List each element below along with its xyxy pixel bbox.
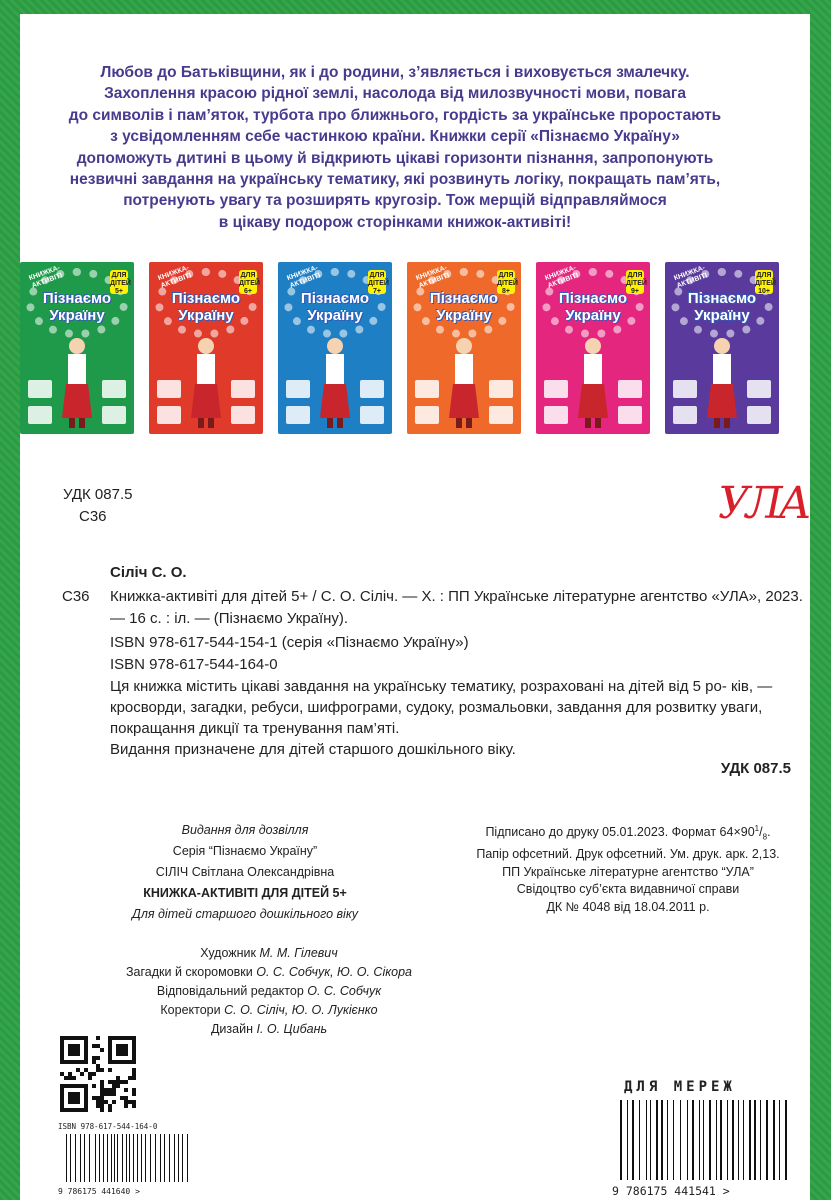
activity-tile	[544, 406, 568, 424]
barcode-bar	[701, 1100, 702, 1180]
barcode-bar	[673, 1100, 674, 1180]
barcode-bar	[738, 1100, 739, 1180]
activity-tile	[102, 406, 126, 424]
cover-age: ДЛЯ ДІТЕЙ 8+	[497, 272, 518, 295]
barcode-bar	[114, 1134, 115, 1182]
activity-tile	[231, 406, 255, 424]
qr-module	[132, 1076, 136, 1080]
qr-module	[88, 1076, 92, 1080]
barcode-bar	[629, 1100, 630, 1180]
barcode-bar	[667, 1100, 668, 1180]
barcode-bar	[650, 1100, 651, 1180]
credit-line	[84, 1001, 454, 1020]
qr-module	[132, 1092, 136, 1096]
barcode-bar	[659, 1100, 660, 1180]
activity-tile	[747, 406, 771, 424]
barcode-bar	[153, 1134, 154, 1182]
credit-name: С. О. Сіліч, Ю. О. Лукієнко	[224, 1003, 378, 1017]
bibliographic-description: Книжка-активіті для дітей 5+ / С. О. Сіліч. — Х. : ПП Українське літературне агентство «УЛА», 2023. — 16 с. : іл. — (Пізнаємо Україну).	[110, 588, 803, 627]
barcode-bar	[760, 1100, 761, 1180]
barcode-bar	[135, 1134, 136, 1182]
barcode-bar	[82, 1134, 83, 1182]
barcode-bar	[164, 1134, 165, 1182]
cover-title-b: Україну	[49, 307, 105, 324]
barcode-bar	[70, 1134, 71, 1182]
intro-line: до символів і пам’яток, турбота про ближнього, гордість за українське проростають	[68, 106, 722, 124]
barcode-bar	[766, 1100, 768, 1180]
intro-line: потренують увагу та розширять кругозір. Тож мерщій відправляймося	[123, 192, 667, 210]
activity-tile	[415, 380, 439, 398]
qr-module	[132, 1104, 136, 1108]
barcode-bar	[670, 1100, 671, 1180]
barcode-bar	[95, 1134, 96, 1182]
barcode-bar	[718, 1100, 719, 1180]
qr-module	[116, 1084, 120, 1088]
qr-module	[112, 1092, 116, 1096]
credit-role: Коректори	[160, 1003, 221, 1017]
activity-tile	[747, 380, 771, 398]
barcode-bar	[117, 1134, 118, 1182]
credits	[84, 944, 454, 1039]
activity-tile	[157, 406, 181, 424]
activity-tile	[673, 380, 697, 398]
barcode-bar	[683, 1100, 685, 1180]
credit-name: І. О. Цибань	[256, 1022, 328, 1036]
for-network-label: ДЛЯ МЕРЕЖ	[624, 1079, 736, 1095]
imprint-series: Серія “Пізнаємо Україну”	[172, 844, 318, 858]
activity-tile	[360, 380, 384, 398]
cover-title	[149, 290, 263, 324]
qr-module	[80, 1072, 84, 1076]
barcode-bar	[172, 1134, 173, 1182]
print-date-end: .	[767, 825, 771, 840]
barcode-digits: 9 786175 441541 >	[612, 1184, 730, 1198]
barcode-bar	[133, 1134, 134, 1182]
barcode-bar	[680, 1100, 681, 1180]
imprint-purpose: Видання для дозвілля	[181, 823, 309, 837]
credit-line	[84, 982, 454, 1001]
barcode-bar	[740, 1100, 741, 1180]
intro-line: Захоплення красою рідної землі, насолода від милозвучності мови, повага	[104, 85, 686, 103]
barcode-bar	[620, 1100, 622, 1180]
credit-role: Дизайн	[210, 1022, 253, 1036]
cover-title-a: Пізнаємо	[558, 290, 628, 307]
qr-module	[96, 1036, 100, 1040]
barcode-bar	[80, 1134, 81, 1182]
barcode-bar	[178, 1134, 179, 1182]
barcode-bar	[97, 1134, 98, 1182]
barcode-bar	[162, 1134, 163, 1182]
credit-name: О. С. Собчук	[307, 984, 382, 998]
imprint-title: КНИЖКА-АКТИВІТІ ДЛЯ ДІТЕЙ 5+	[143, 886, 347, 900]
activity-tile	[157, 380, 181, 398]
intro-line: з усвідомленням себе частинкою країни. Книжки серії «Пізнаємо Україну»	[110, 128, 680, 146]
barcode-bar	[736, 1100, 737, 1180]
barcode-isbn: ISBN 978-617-544-164-0	[58, 1122, 158, 1131]
child-figure	[189, 332, 223, 428]
barcode-bar	[636, 1100, 638, 1180]
credit-line	[84, 1020, 454, 1039]
barcode-bar	[642, 1100, 643, 1180]
paper-info: Папір офсетний. Друк офсетний. Ум. друк. арк. 2,13.	[476, 847, 780, 862]
cover-title-a: Пізнаємо	[687, 290, 757, 307]
activity-tile	[286, 406, 310, 424]
cover-title	[407, 290, 521, 324]
qr-module	[124, 1080, 128, 1084]
cover-age: ДЛЯ ДІТЕЙ 9+	[626, 272, 647, 295]
barcode-bar	[155, 1134, 156, 1182]
barcode-bar	[676, 1100, 677, 1180]
barcode-bar	[176, 1134, 177, 1182]
activity-tile	[673, 406, 697, 424]
barcode-bar	[723, 1100, 724, 1180]
barcode-right	[612, 1098, 794, 1198]
activity-tile	[544, 380, 568, 398]
barcode-bar	[624, 1100, 625, 1180]
cover-age: ДЛЯ ДІТЕЙ 5+	[110, 272, 131, 295]
barcode-bar	[101, 1134, 102, 1182]
barcode-bar	[157, 1134, 158, 1182]
isbn-series: ISBN 978-617-544-154-1 (серія «Пізнаємо Україну»)	[110, 634, 469, 651]
barcode-bar	[639, 1100, 640, 1180]
format-sub: 8	[762, 832, 768, 842]
barcode-bars	[620, 1100, 790, 1180]
credit-line	[84, 963, 454, 982]
activity-tile	[28, 380, 52, 398]
barcode-bar	[716, 1100, 717, 1180]
barcode-bar	[87, 1134, 88, 1182]
barcode-bar	[627, 1100, 628, 1180]
cover-title-a: Пізнаємо	[171, 290, 241, 307]
barcode-bar	[150, 1134, 151, 1182]
credit-line	[84, 944, 454, 963]
credit-role: Відповідальний редактор	[156, 984, 304, 998]
barcode-bar	[111, 1134, 112, 1182]
cover-title-b: Україну	[178, 307, 234, 324]
book-cover	[536, 262, 650, 434]
barcode-bar	[68, 1134, 69, 1182]
publisher-name: ПП Українське літературне агентство “УЛА”	[502, 864, 754, 879]
cover-age: ДЛЯ ДІТЕЙ 7+	[368, 272, 389, 295]
imprint-left	[110, 820, 380, 925]
intro-line: незвичні завдання на українську тематику, які розвинуть логіку, покращать пам’ять,	[69, 171, 721, 189]
qr-module	[124, 1088, 128, 1092]
format-sup: 1	[754, 824, 760, 833]
credit-name: М. М. Гілевич	[259, 946, 338, 960]
qr-code	[60, 1036, 136, 1112]
barcode-bar	[187, 1134, 188, 1182]
barcode-digits: 9 786175 441640 >	[58, 1187, 140, 1196]
barcode-bars	[66, 1134, 192, 1182]
barcode-bar	[182, 1134, 183, 1182]
barcode-bar	[749, 1100, 751, 1180]
book-cover	[278, 262, 392, 434]
qr-module	[100, 1108, 104, 1112]
cover-badge: КНИЖКА-АКТИВІТІ	[544, 264, 580, 290]
cover-title-a: Пізнаємо	[300, 290, 370, 307]
barcode-bar	[131, 1134, 132, 1182]
intro-line: допоможуть дитині в цьому й відкриють цікаві горизонти пізнання, запропонують	[76, 149, 714, 167]
intro-line: Любов до Батьківщини, як і до родини, з’являється і виховується змалечку.	[100, 64, 690, 81]
credit-role: Художник	[200, 946, 256, 960]
barcode-bar	[687, 1100, 688, 1180]
barcode-bar	[696, 1100, 697, 1180]
annotation-text: Ця книжка містить цікаві завдання на українську тематику, розраховані на дітей від 5 ро- ків, — кросворди, загадки, ребуси, шифрограми, судоку, розмальовки, завдання для розвитку уваги, покращання дикції та тренування пам’яті.	[110, 678, 773, 737]
barcode-bar	[758, 1100, 759, 1180]
book-cover	[149, 262, 263, 434]
barcode-bar	[119, 1134, 120, 1182]
activity-tile	[360, 406, 384, 424]
barcode-bar	[781, 1100, 783, 1180]
barcode-bar	[104, 1134, 105, 1182]
barcode-bar	[89, 1134, 90, 1182]
qr-module	[112, 1100, 116, 1104]
cover-badge: КНИЖКА-АКТИВІТІ	[286, 264, 322, 290]
barcode-bar	[770, 1100, 771, 1180]
barcode-bar	[727, 1100, 728, 1180]
print-date-text: Підписано до друку 05.01.2023. Формат 64×90	[485, 825, 755, 840]
activity-tile	[102, 380, 126, 398]
barcode-bar	[72, 1134, 73, 1182]
qr-module	[68, 1092, 80, 1104]
barcode-bar	[732, 1100, 733, 1180]
barcode-bar	[646, 1100, 647, 1180]
barcode-bar	[664, 1100, 665, 1180]
barcode-bar	[180, 1134, 181, 1182]
barcode-left	[58, 1122, 198, 1196]
child-figure	[576, 332, 610, 428]
cover-title-a: Пізнаємо	[429, 290, 499, 307]
barcode-bar	[169, 1134, 170, 1182]
barcode-bar	[122, 1134, 123, 1182]
series-covers	[20, 262, 780, 438]
certificate-number: ДК № 4048 від 18.04.2011 р.	[546, 900, 710, 915]
barcode-bar	[720, 1100, 722, 1180]
book-cover	[20, 262, 134, 434]
annotation-audience: Видання призначене для дітей старшого дошкільного віку.	[110, 741, 516, 758]
imprint-right	[428, 820, 828, 917]
qr-module	[72, 1076, 76, 1080]
author-code-left: С36	[62, 588, 90, 605]
qr-module	[92, 1072, 96, 1076]
cover-title	[536, 290, 650, 324]
cover-age: ДЛЯ ДІТЕЙ 10+	[755, 272, 776, 295]
isbn-book: ISBN 978-617-544-164-0	[110, 656, 278, 673]
cover-title-b: Україну	[307, 307, 363, 324]
udk-code-right: УДК 087.5	[720, 760, 791, 777]
barcode-bar	[709, 1100, 711, 1180]
barcode-bar	[713, 1100, 714, 1180]
qr-module	[92, 1084, 96, 1088]
barcode-bar	[648, 1100, 649, 1180]
barcode-bar	[746, 1100, 747, 1180]
barcode-bar	[66, 1134, 67, 1182]
cover-badge: КНИЖКА-АКТИВІТІ	[28, 264, 64, 290]
qr-module	[108, 1068, 112, 1072]
qr-module	[116, 1044, 128, 1056]
barcode-bar	[754, 1100, 756, 1180]
barcode-bar	[692, 1100, 694, 1180]
barcode-bar	[632, 1100, 634, 1180]
barcode-bar	[785, 1100, 786, 1180]
cover-title-b: Україну	[436, 307, 492, 324]
cover-title-a: Пізнаємо	[42, 290, 112, 307]
cover-age: ДЛЯ ДІТЕЙ 6+	[239, 272, 260, 295]
barcode-bar	[699, 1100, 700, 1180]
cover-title-b: Україну	[565, 307, 621, 324]
child-figure	[318, 332, 352, 428]
barcode-bar	[129, 1134, 130, 1182]
activity-tile	[28, 406, 52, 424]
child-figure	[60, 332, 94, 428]
barcode-bar	[743, 1100, 744, 1180]
udk-code: УДК 087.5	[63, 486, 133, 503]
book-cover	[407, 262, 521, 434]
udk-block	[63, 484, 132, 528]
barcode-bar	[753, 1100, 754, 1180]
qr-module	[124, 1104, 128, 1108]
intro-text	[40, 62, 750, 233]
cover-badge: КНИЖКА-АКТИВІТІ	[415, 264, 451, 290]
barcode-bar	[652, 1100, 653, 1180]
qr-module	[96, 1056, 100, 1060]
credit-name: О. С. Собчук, Ю. О. Сікора	[256, 965, 412, 979]
barcode-bar	[703, 1100, 704, 1180]
barcode-bar	[167, 1134, 168, 1182]
author-code: С36	[79, 508, 107, 525]
activity-tile	[618, 380, 642, 398]
publisher-logo: УЛА	[718, 478, 808, 529]
qr-module	[108, 1108, 112, 1112]
child-figure	[705, 332, 739, 428]
barcode-bar	[690, 1100, 691, 1180]
activity-tile	[415, 406, 439, 424]
barcode-bar	[661, 1100, 663, 1180]
isbn-block	[110, 632, 469, 676]
book-cover	[665, 262, 779, 434]
barcode-bar	[762, 1100, 763, 1180]
intro-line: в цікаву подорож сторінками книжок-активіті!	[218, 213, 572, 231]
barcode-bar	[78, 1134, 79, 1182]
qr-module	[100, 1068, 104, 1072]
cover-badge: КНИЖКА-АКТИВІТІ	[157, 264, 193, 290]
child-figure	[447, 332, 481, 428]
activity-tile	[618, 406, 642, 424]
activity-tile	[231, 380, 255, 398]
cover-badge: КНИЖКА-АКТИВІТІ	[673, 264, 709, 290]
barcode-bar	[773, 1100, 775, 1180]
barcode-bar	[729, 1100, 730, 1180]
certificate-label: Свідоцтво суб’єкта видавничої справи	[516, 882, 740, 897]
print-date: Підписано до друку 05.01.2023. Формат $64\times 90^1/_8$.	[485, 824, 771, 842]
activity-tile	[489, 380, 513, 398]
imprint-author: СІЛІЧ Світлана Олександрівна	[155, 865, 335, 879]
imprint-audience: Для дітей старшого дошкільного віку	[132, 907, 358, 921]
barcode-bar	[779, 1100, 780, 1180]
barcode-bar	[788, 1100, 789, 1180]
cover-title	[665, 290, 779, 324]
barcode-bar	[174, 1134, 175, 1182]
cover-title	[278, 290, 392, 324]
annotation	[110, 676, 806, 760]
qr-module	[100, 1048, 104, 1052]
qr-module	[68, 1044, 80, 1056]
barcode-bar	[776, 1100, 777, 1180]
barcode-bar	[706, 1100, 707, 1180]
author-name: Сіліч С. О.	[110, 564, 187, 581]
barcode-bar	[656, 1100, 658, 1180]
barcode-bar	[160, 1134, 161, 1182]
activity-tile	[286, 380, 310, 398]
cover-title	[20, 290, 134, 324]
cover-title-b: Україну	[694, 307, 750, 324]
activity-tile	[489, 406, 513, 424]
barcode-bar	[145, 1134, 146, 1182]
credit-role: Загадки й скоромовки	[125, 965, 253, 979]
barcode-bar	[125, 1134, 126, 1182]
